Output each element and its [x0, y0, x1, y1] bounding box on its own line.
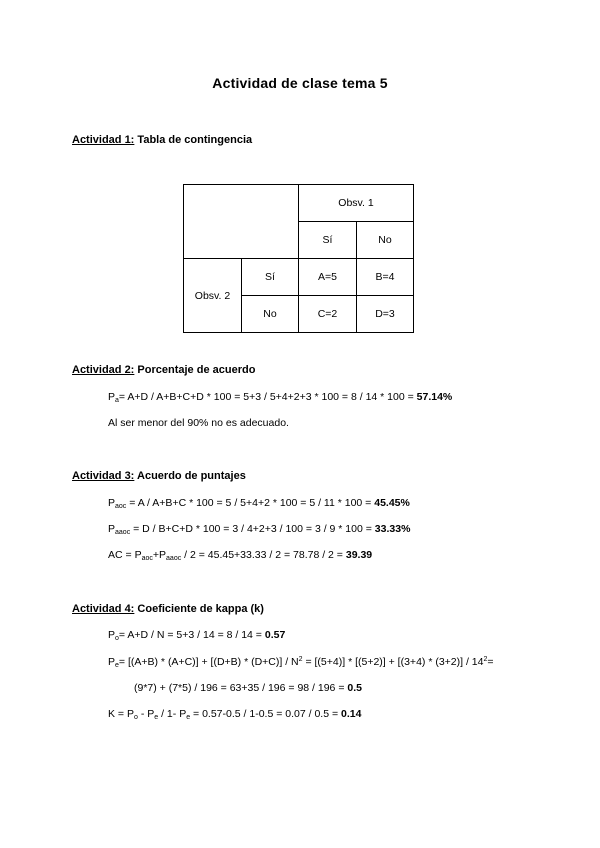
pa-formula-line: $P_a= A+D / A+B+C+D * 100 = 5+3 / 5+4+2+3 * 100 = 8 / 14 * 100 = 57.14\%$ — [108, 391, 453, 404]
table-row-no: No — [242, 296, 299, 333]
activity-3-heading — [72, 470, 246, 482]
activity-1-label: Actividad 1: — [72, 134, 135, 146]
activity-2-label: Actividad 2: — [72, 364, 135, 376]
table-header-obs1: Obsv. 1 — [299, 185, 414, 222]
page-title: Actividad de clase tema 5 — [212, 75, 388, 91]
po-result: 0.57 — [264, 629, 286, 641]
kappa-formula-line: $K = P_o - P_e / 1-$ $P_e = 0.57-0.5 / 1-0.5 = 0.07 / 0.5 = 0.14$ — [108, 708, 362, 721]
pe-result: 0.5 — [347, 682, 362, 694]
activity-4-heading — [72, 603, 264, 615]
table-row-si: Sí — [242, 259, 299, 296]
paaoc-result: 33.33% — [374, 523, 411, 535]
paaoc-formula-line: $P_{aaoc} = D / B+C+D * 100 = 3 / 4+2+3 / 100 = 3 / 9 * 100 = 33.33\%$ — [108, 523, 411, 536]
activity-3-label: Actividad 3: — [72, 470, 135, 482]
kappa-result: 0.14 — [341, 708, 362, 720]
contingency-table — [183, 184, 414, 333]
pe-formula-line: $P_e= [(A+B) * (A+C)] + [(D+B) * (D+C)] / N^2 = [(5+4)] * [(5+2)] + [(3+4) * (3+2)] / 14^2=$ — [108, 656, 494, 669]
pe-formula-continuation: (9*7) + (7*5) / 196 = 63+35 / 196 = 98 / 196 = 0.5 — [134, 682, 362, 694]
activity-2-heading — [72, 364, 255, 376]
table-cell-d: D=3 — [357, 296, 414, 333]
table-col-si: Sí — [299, 222, 357, 259]
ac-result: 39.39 — [345, 549, 373, 561]
activity-2-title: Porcentaje de acuerdo — [137, 364, 256, 376]
table-cell-a: A=5 — [299, 259, 357, 296]
table-col-no: No — [357, 222, 414, 259]
activity-3-title: Acuerdo de puntajes — [137, 470, 246, 482]
ac-formula-line: AC = $P_{aoc}+P_{aaoc} / 2 = 45.45+33.33 / 2 = 78.78 / 2 = 39.39$ — [108, 549, 373, 562]
table-empty-corner — [184, 185, 299, 259]
pa-result: 57.14% — [416, 391, 453, 403]
pa-conclusion: Al ser menor del 90% no es adecuado. — [108, 417, 289, 429]
activity-1-heading — [72, 134, 252, 146]
paoc-formula-line: $P_{aoc} = A / A+B+C * 100 = 5 / 5+4+2 * 100 = 5 / 11 * 100 = 45.45\%$ — [108, 497, 410, 510]
activity-4-title: Coeficiente de kappa (k) — [137, 603, 264, 615]
paoc-result: 45.45% — [374, 497, 410, 509]
activity-1-title: Tabla de contingencia — [137, 134, 253, 146]
activity-4-label: Actividad 4: — [72, 603, 135, 615]
po-formula-line: $P_o= A+D / N = 5+3 / 14 = 8 / 14 = 0.57$ — [108, 629, 286, 642]
table-cell-c: C=2 — [299, 296, 357, 333]
table-cell-b: B=4 — [357, 259, 414, 296]
table-header-obs2: Obsv. 2 — [184, 259, 242, 333]
